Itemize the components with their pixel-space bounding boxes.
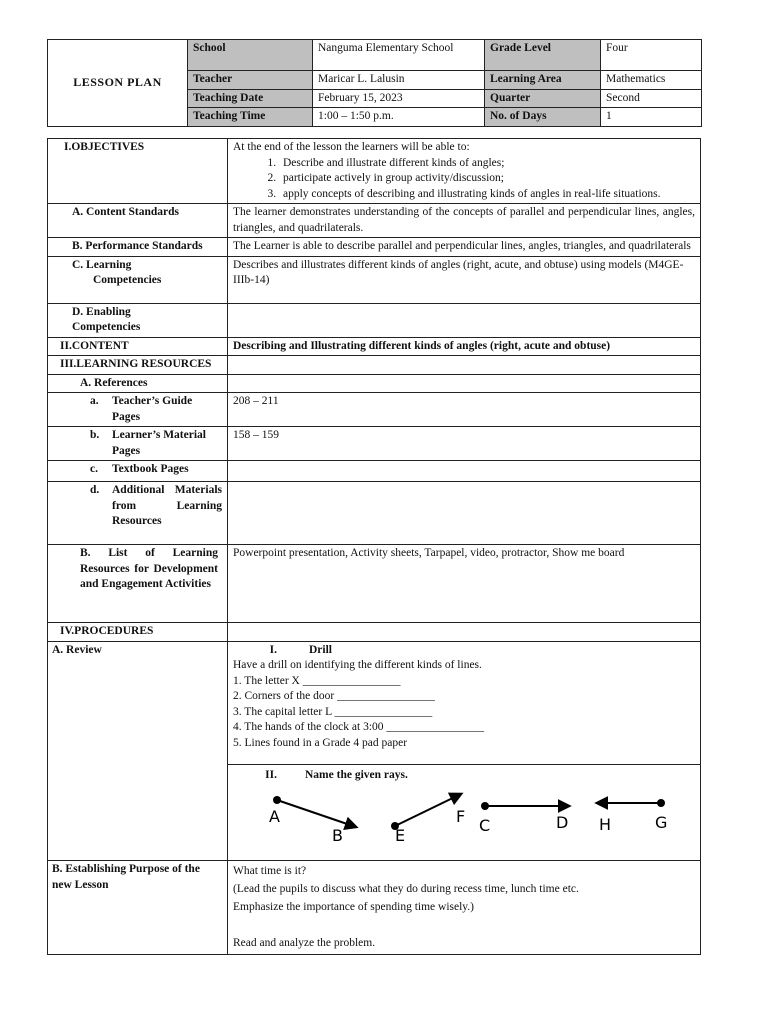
procedures-label: IV.PROCEDURES: [48, 623, 228, 642]
ray-label-h: H: [599, 814, 612, 834]
content-row: [48, 337, 701, 356]
purpose-cell: [228, 861, 701, 955]
purpose-line: Read and analyze the problem.: [233, 937, 376, 949]
objectives-list: [233, 156, 695, 203]
ray-label-a: A: [269, 806, 280, 826]
drill-heading: I. Drill: [269, 643, 332, 656]
drill-cell: [228, 641, 701, 765]
rays-heading: II. Name the given rays.: [265, 769, 408, 781]
ray-label-g: G: [655, 812, 668, 832]
learning-area-value: Mathematics: [601, 71, 702, 90]
learners-material-label: Learner’s Material Pages: [112, 429, 206, 457]
learners-material-value: 158 – 159: [228, 427, 701, 461]
teaching-time-label: Teaching Time: [188, 108, 313, 127]
references-row: [48, 374, 701, 393]
learning-competencies-row: [48, 256, 701, 303]
procedures-row: [48, 623, 701, 642]
quarter-label: Quarter: [485, 89, 601, 108]
ray-label-b: B: [332, 825, 343, 844]
content-value: Describing and Illustrating different kinds of angles (right, acute and obtuse): [228, 337, 701, 356]
lesson-plan-body: [47, 138, 701, 955]
ray-label-d: D: [556, 812, 569, 832]
lesson-plan-title: LESSON PLAN: [48, 40, 188, 127]
rays-figure: [233, 784, 703, 844]
textbook-label: Textbook Pages: [112, 463, 189, 475]
objectives-intro: At the end of the lesson the learners will be able to:: [233, 141, 470, 153]
references-label: A. References: [48, 374, 228, 393]
purpose-label: B. Establishing Purpose of the new Lesson: [48, 861, 228, 955]
learners-material-row: b. Learner’s Material Pages 158 – 159: [48, 427, 701, 461]
teachers-guide-row: a. Teacher’s Guide Pages 208 – 211: [48, 393, 701, 427]
additional-materials-value: [228, 482, 701, 545]
purpose-line: (Lead the pupils to discuss what they do during recess time, lunch time etc.: [233, 883, 579, 895]
drill-item: 2. Corners of the door _________________: [233, 690, 435, 702]
learning-resources-label: III.LEARNING RESOURCES: [48, 356, 228, 375]
drill-item: 3. The capital letter L _________________: [233, 705, 433, 718]
additional-materials-row: d. Additional Materials from Learning Resources: [48, 482, 701, 545]
no-of-days-label: No. of Days: [485, 108, 601, 127]
objectives-row: [48, 139, 701, 204]
teaching-date-label: Teaching Date: [188, 89, 313, 108]
teacher-value: Maricar L. Lalusin: [313, 71, 485, 90]
ray-cd: [479, 802, 569, 835]
enabling-competencies-value: [228, 303, 701, 337]
list-of-resources-value: Powerpoint presentation, Activity sheets, Tarpapel, video, protractor, Show me board: [228, 545, 701, 623]
teaching-date-value: February 15, 2023: [313, 89, 485, 108]
list-of-resources-row: [48, 545, 701, 623]
learning-competencies-value: Describes and illustrates different kinds of angles (right, acute, and obtuse) using models (M4GE-IIIb-14): [228, 256, 701, 303]
school-label: School: [188, 40, 313, 71]
school-value: Nanguma Elementary School: [313, 40, 485, 71]
objectives-label: I.OBJECTIVES: [48, 139, 228, 204]
teachers-guide-label: Teacher’s Guide Pages: [112, 395, 193, 423]
teaching-time-value: 1:00 – 1:50 p.m.: [313, 108, 485, 127]
review-row: [48, 641, 701, 765]
no-of-days-value: 1: [601, 108, 702, 127]
learning-area-label: Learning Area: [485, 71, 601, 90]
learning-competencies-label: C. Learning Competencies: [48, 256, 228, 303]
enabling-competencies-label: D. Enabling Competencies: [48, 303, 228, 337]
ray-ab: [269, 796, 356, 844]
purpose-line: [233, 916, 695, 934]
ray-label-c: C: [479, 815, 491, 835]
grade-level-label: Grade Level: [485, 40, 601, 71]
performance-standards-row: [48, 238, 701, 257]
drill-item: 1. The letter X _________________: [233, 674, 401, 687]
content-standards-row: [48, 204, 701, 238]
ray-label-e: E: [395, 825, 406, 844]
learning-resources-row: [48, 356, 701, 375]
lesson-plan-header: [47, 39, 702, 127]
drill-item: 4. The hands of the clock at 3:00 _________________: [233, 721, 485, 733]
ray-label-f: F: [456, 806, 466, 826]
ray-gh: [597, 799, 667, 834]
content-standards-label: A. Content Standards: [48, 204, 228, 238]
drill-intro: Have a drill on identifying the different kinds of lines.: [233, 659, 482, 671]
purpose-line: Emphasize the importance of spending time wisely.): [233, 901, 475, 913]
objective-item: 3. apply concepts of describing and illustrating kinds of angles in real-life situations.: [279, 187, 695, 203]
textbook-value: [228, 461, 701, 482]
objective-item: 2. participate actively in group activity/discussion;: [279, 171, 695, 187]
teacher-label: Teacher: [188, 71, 313, 90]
purpose-row: [48, 861, 701, 955]
textbook-row: c. Textbook Pages: [48, 461, 701, 482]
additional-materials-label: Additional Materials from Learning Resources: [112, 484, 222, 527]
content-label: II.CONTENT: [48, 337, 228, 356]
performance-standards-value: The Learner is able to describe parallel and perpendicular lines, angles, triangles, and quadrilaterals: [228, 238, 701, 257]
teachers-guide-value: 208 – 211: [228, 393, 701, 427]
purpose-line: What time is it?: [233, 865, 307, 877]
ray-ef: [391, 794, 465, 844]
grade-level-value: Four: [601, 40, 702, 71]
list-of-resources-label: B. List of Learning Resources for Development and Engagement Activities: [80, 547, 218, 590]
review-label: A. Review: [48, 641, 228, 861]
quarter-value: Second: [601, 89, 702, 108]
performance-standards-label: B. Performance Standards: [48, 238, 228, 257]
rays-cell: [228, 765, 701, 861]
objectives-cell: [228, 139, 701, 204]
enabling-competencies-row: [48, 303, 701, 337]
content-standards-value: The learner demonstrates understanding of the concepts of parallel and perpendicular lines, angles, triangles, and quadrilaterals.: [228, 204, 701, 238]
drill-item: 5. Lines found in a Grade 4 pad paper: [233, 736, 408, 749]
objective-item: 1. Describe and illustrate different kinds of angles;: [279, 156, 695, 172]
